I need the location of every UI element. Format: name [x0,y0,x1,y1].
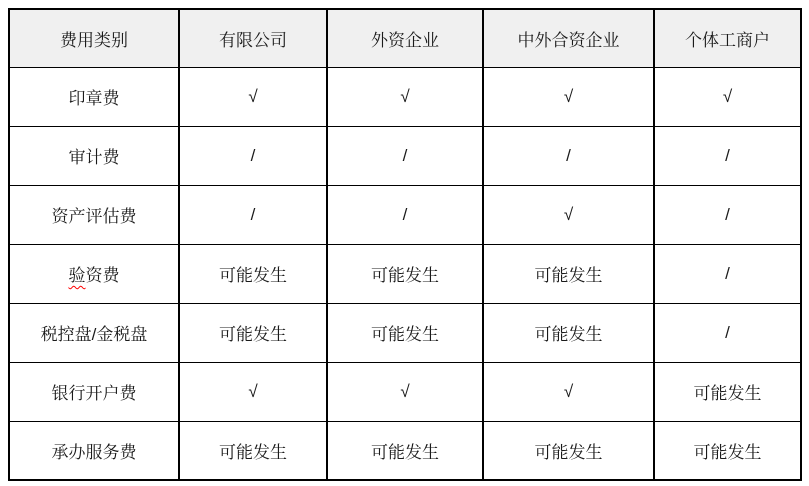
value-cell: 可能发生 [654,362,801,421]
row-label: 银行开户费 [51,384,137,403]
value-cell: √ [179,67,327,126]
row-label-cell [9,421,179,480]
value-cell: √ [179,362,327,421]
value-cell: 可能发生 [483,244,654,303]
column-header: 外资企业 [327,9,483,67]
value-cell: / [327,185,483,244]
row-label: 资产评估费 [51,207,137,226]
value-cell: √ [483,185,654,244]
column-header: 有限公司 [179,9,327,67]
value-cell: 可能发生 [179,421,327,480]
fee-comparison-table [8,8,802,481]
row-label-cell [9,185,179,244]
value-cell: / [327,126,483,185]
row-label-cell [9,126,179,185]
value-cell: / [179,126,327,185]
table-row [9,362,801,421]
row-label-cell [9,303,179,362]
value-cell: / [654,303,801,362]
row-label-cell [9,67,179,126]
value-cell: 可能发生 [179,303,327,362]
table-row [9,67,801,126]
table-body [9,67,801,480]
value-cell: √ [483,362,654,421]
row-label: 印章费 [68,89,120,108]
value-cell: 可能发生 [327,244,483,303]
value-cell: 可能发生 [327,303,483,362]
value-cell: √ [327,67,483,126]
row-label-misspelled-part: 验 [68,266,86,285]
table-row [9,421,801,480]
column-header: 个体工商户 [654,9,801,67]
row-label: 审计费 [68,148,120,167]
row-label-cell [9,362,179,421]
value-cell: / [483,126,654,185]
table-row [9,126,801,185]
value-cell: / [654,185,801,244]
row-label: 税控盘/金税盘 [40,325,148,344]
value-cell: √ [483,67,654,126]
value-cell: 可能发生 [327,421,483,480]
value-cell: / [654,244,801,303]
table-row [9,303,801,362]
value-cell: √ [327,362,483,421]
table-row [9,244,801,303]
value-cell: √ [654,67,801,126]
value-cell: 可能发生 [483,421,654,480]
column-header: 费用类别 [9,9,179,67]
column-header: 中外合资企业 [483,9,654,67]
value-cell: 可能发生 [179,244,327,303]
row-label: 承办服务费 [51,442,137,462]
row-label-cell [9,244,179,303]
value-cell: 可能发生 [654,421,801,480]
header-row [9,9,801,67]
value-cell: / [179,185,327,244]
value-cell: 可能发生 [483,303,654,362]
table-header [9,9,801,67]
table-row [9,185,801,244]
value-cell: / [654,126,801,185]
row-label-rest: 资费 [85,266,120,285]
